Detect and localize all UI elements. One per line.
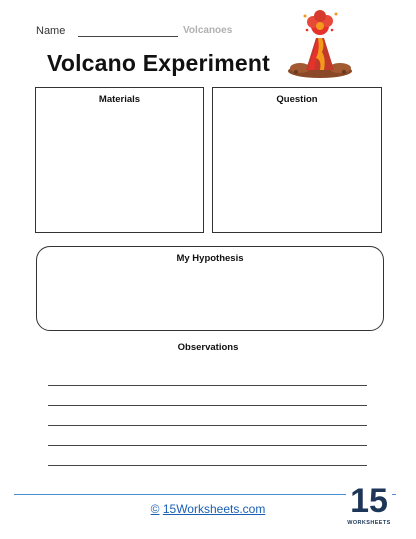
- observation-line[interactable]: [48, 385, 367, 386]
- name-label: Name: [36, 25, 66, 37]
- hypothesis-box[interactable]: [36, 246, 384, 331]
- copyright-symbol: ©: [150, 502, 160, 516]
- logo-number: 15: [350, 482, 388, 520]
- question-heading: Question: [276, 94, 318, 105]
- observation-line[interactable]: [48, 465, 367, 466]
- name-write-line[interactable]: [78, 36, 178, 37]
- observation-line[interactable]: [48, 445, 367, 446]
- materials-box[interactable]: [35, 87, 204, 233]
- site-link-text[interactable]: 15Worksheets.com: [162, 502, 266, 516]
- observation-line[interactable]: [48, 425, 367, 426]
- observation-line[interactable]: [48, 405, 367, 406]
- volcano-icon: [286, 8, 354, 80]
- question-box[interactable]: [212, 87, 382, 233]
- hypothesis-heading: My Hypothesis: [176, 253, 244, 264]
- topic-label: Volcanoes: [183, 25, 233, 36]
- materials-heading: Materials: [98, 94, 141, 105]
- footer-divider: [14, 494, 396, 495]
- page-title: Volcano Experiment: [47, 50, 271, 76]
- logo-word: WORKSHEETS: [347, 520, 391, 526]
- observations-heading: Observations: [177, 342, 239, 353]
- worksheets-logo-icon: [346, 474, 392, 530]
